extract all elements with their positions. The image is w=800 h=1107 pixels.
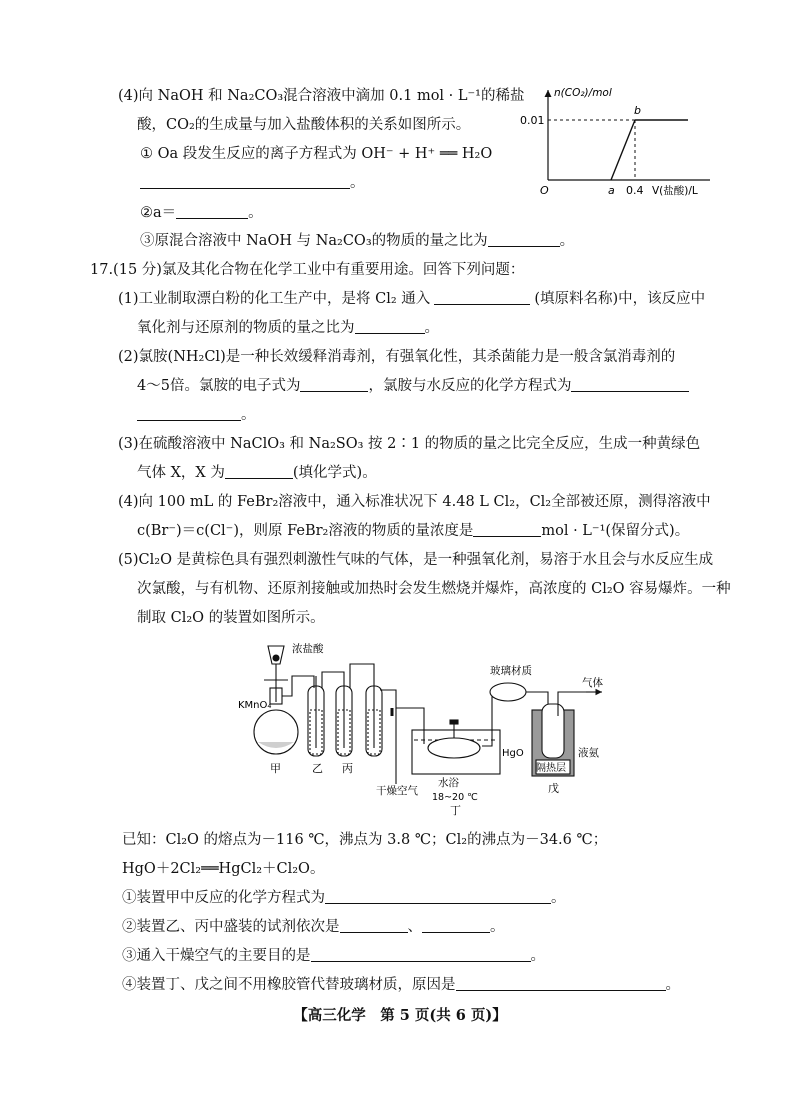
- x-tick-label-0.4: 0.4: [626, 184, 644, 197]
- answer-blank[interactable]: [340, 918, 408, 933]
- answer-blank[interactable]: [488, 232, 560, 247]
- label-gas: 气体: [582, 677, 603, 689]
- label-dry-air: 干燥空气: [376, 785, 418, 797]
- q17-p3-line1: (3)在硫酸溶液中 NaClO₃ 和 Na₂SO₃ 按 2∶1 的物质的量之比完全反应，生成一种黄绿色: [118, 436, 701, 452]
- q17-p4-line2: c(Br⁻)＝c(Cl⁻)，则原 FeBr₂溶液的物质的量浓度是 mol · L⁻¹(保留分式)。: [137, 523, 690, 539]
- known-line1: 已知：Cl₂O 的熔点为－116 ℃，沸点为 3.8 ℃；Cl₂的沸点为－34.6 ℃；: [122, 832, 608, 848]
- label-ding: 丁: [450, 804, 461, 817]
- known-line2: HgO＋2Cl₂══HgCl₂＋Cl₂O。: [122, 861, 325, 877]
- label-hgo: HgO: [502, 748, 524, 759]
- q17-p4-line1: (4)向 100 mL 的 FeBr₂溶液中，通入标准状况下 4.48 L Cl₂，Cl₂全部被还原，测得溶液中: [118, 494, 711, 510]
- answer-blank[interactable]: [300, 377, 368, 392]
- answer-blank[interactable]: [137, 406, 241, 421]
- answer-blank[interactable]: [473, 522, 541, 537]
- answer-blank[interactable]: [311, 947, 531, 962]
- apparatus-ding: [408, 692, 500, 774]
- label-liquid-ammonia: 液氨: [578, 747, 599, 759]
- q16-sub2: ②a＝ 。: [140, 205, 263, 221]
- answer-blank[interactable]: [422, 918, 490, 933]
- label-yi: 乙: [312, 762, 323, 775]
- answer-blank[interactable]: [176, 204, 248, 219]
- label-kmno4: KMnO₄: [238, 700, 272, 711]
- q17-p5-line1: (5)Cl₂O 是黄棕色具有强烈刺激性气味的气体，是一种强氧化剂，易溶于水且会与水反应生成: [118, 552, 714, 568]
- y-axis-label: n(CO₂)/mol: [554, 87, 612, 99]
- series-rise: [611, 120, 635, 180]
- x-axis-label: V(盐酸)/L: [652, 185, 698, 197]
- q16-part4-line2: 酸，CO₂的生成量与加入盐酸体积的关系如图所示。: [137, 117, 471, 133]
- q16-sub3: ③原混合溶液中 NaOH 与 Na₂CO₃的物质的量之比为 。: [140, 233, 575, 249]
- apparatus-yi-bing: [308, 664, 408, 784]
- q17-p1-line1: (1)工业制取漂白粉的化工生产中，是将 Cl₂ 通入 (填原料名称)中，该反应中: [118, 291, 706, 307]
- q17-p3-line2: 气体 X，X 为 (填化学式)。: [137, 465, 377, 481]
- label-hcl: 浓盐酸: [292, 643, 324, 655]
- q17-sub1: ①装置甲中反应的化学方程式为 。: [122, 890, 566, 906]
- x-tick-label-a: a: [608, 184, 615, 197]
- co2-volume-chart: [520, 80, 720, 200]
- label-wu: 戊: [548, 782, 559, 795]
- y-tick-label: 0.01: [520, 114, 545, 127]
- q17-p1-line2: 氧化剂与还原剂的物质的量之比为 。: [137, 320, 439, 336]
- answer-blank[interactable]: [355, 319, 425, 334]
- label-insulation: 隔热层: [536, 763, 566, 774]
- q16-part4-line1: (4)向 NaOH 和 Na₂CO₃混合溶液中滴加 0.1 mol · L⁻¹的稀盐: [118, 88, 525, 104]
- label-glass: 玻璃材质: [490, 665, 532, 677]
- q17-sub2: ②装置乙、丙中盛装的试剂依次是 、 。: [122, 919, 505, 935]
- answer-blank[interactable]: [456, 976, 666, 991]
- q17-heading: 17.(15 分)氯及其化合物在化学工业中有重要用途。回答下列问题：: [90, 262, 525, 278]
- label-temp: 18~20 ℃: [432, 792, 478, 803]
- q17-p5-line3: 制取 Cl₂O 的装置如图所示。: [137, 610, 325, 626]
- q17-p5-line2: 次氯酸，与有机物、还原剂接触或加热时会发生燃烧并爆炸，高浓度的 Cl₂O 容易爆炸。一种: [137, 581, 731, 597]
- q17-p2-line1: (2)氯胺(NH₂Cl)是一种长效缓释消毒剂，有强氧化性，其杀菌能力是一般含氯消毒剂的: [118, 349, 676, 365]
- q17-p2-line2: 4～5倍。氯胺的电子式为 ，氯胺与水反应的化学方程式为: [137, 376, 689, 396]
- label-jia: 甲: [270, 762, 281, 775]
- q16-sub1: ① Oa 段发生反应的离子方程式为 OH⁻ + H⁺ ══ H₂O: [140, 146, 493, 162]
- label-bing: 丙: [342, 762, 353, 775]
- page-footer: 【高三化学 第 5 页(共 6 页)】: [293, 1007, 507, 1024]
- answer-blank[interactable]: [571, 377, 689, 392]
- point-b-label: b: [634, 104, 641, 117]
- label-water-bath: 水浴: [438, 777, 459, 789]
- q17-sub3: ③通入干燥空气的主要目的是 。: [122, 948, 545, 964]
- answer-blank[interactable]: [325, 889, 551, 904]
- q17-sub4: ④装置丁、戊之间不用橡胶管代替玻璃材质，原因是 。: [122, 977, 680, 993]
- answer-blank[interactable]: [434, 290, 530, 305]
- origin-label: O: [540, 184, 549, 197]
- q17-p2-line3: 。: [137, 405, 256, 425]
- q16-sub1-answer: 。: [140, 173, 365, 193]
- answer-blank[interactable]: [140, 174, 350, 189]
- cl2o-apparatus-diagram: [236, 636, 608, 822]
- answer-blank[interactable]: [225, 464, 293, 479]
